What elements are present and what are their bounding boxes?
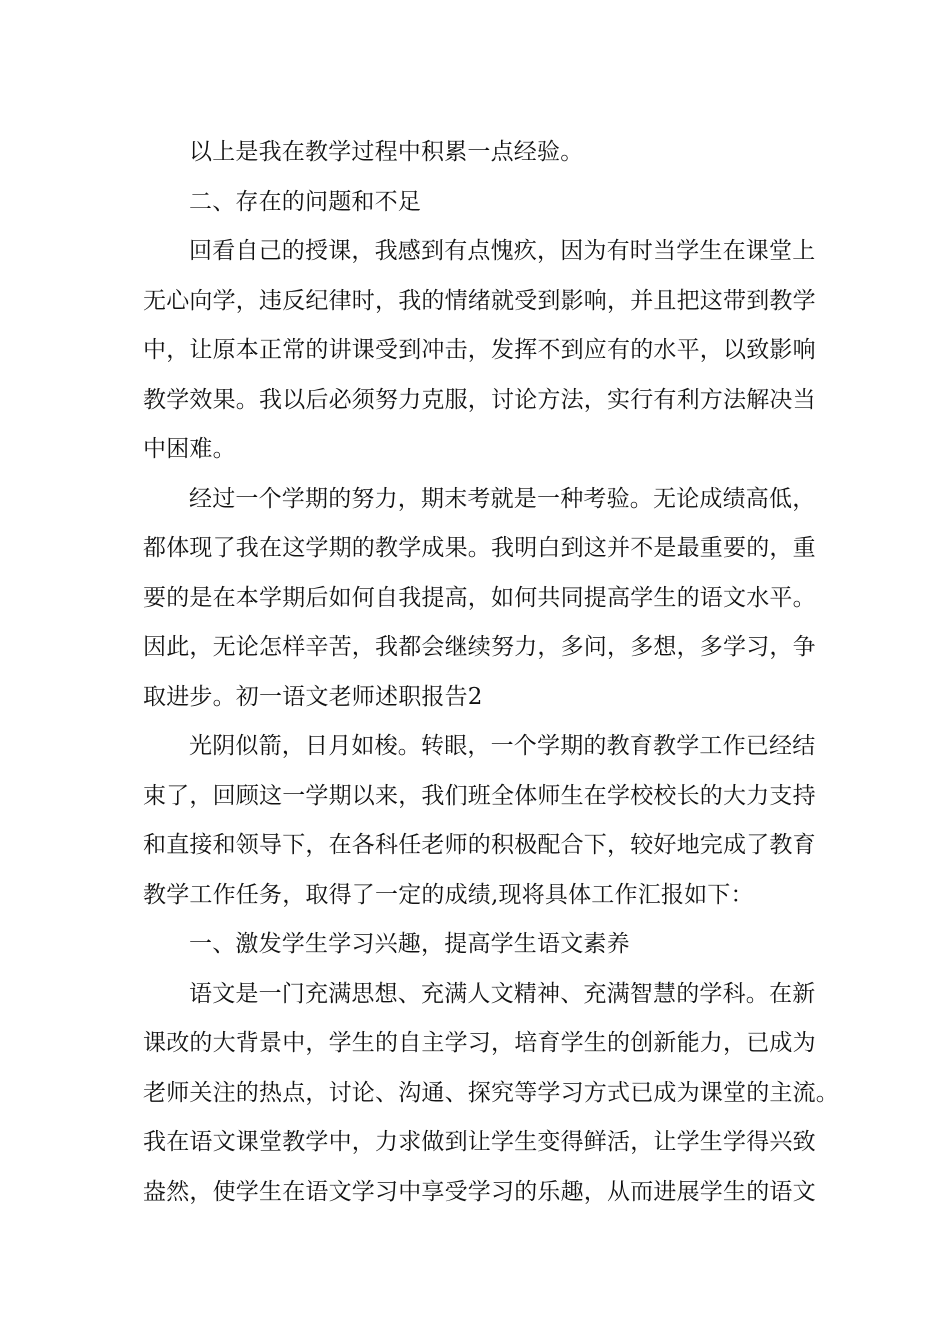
paragraph-line: 中，让原本正常的讲课受到冲击，发挥不到应有的水平，以致影响: [143, 337, 816, 363]
paragraph-line: 都体现了我在这学期的教学成果。我明白到这并不是最重要的，重: [143, 535, 816, 561]
paragraph-line: 要的是在本学期后如何自我提高，如何共同提高学生的语文水平。: [143, 584, 816, 611]
paragraph-line: 以上是我在教学过程中积累一点经验。: [189, 139, 584, 165]
paragraph-line: 中困难。: [143, 436, 236, 462]
paragraph-line: 束了，回顾这一学期以来，我们班全体师生在学校校长的大力支持: [143, 782, 816, 809]
paragraph-line: 无心向学，违反纪律时，我的情绪就受到影响，并且把这带到教学: [143, 287, 816, 314]
paragraph-line: 因此，无论怎样辛苦，我都会继续努力，多问，多想，多学习，争: [143, 634, 816, 660]
document-body: [143, 128, 839, 1217]
paragraph-line: 和直接和领导下，在各科任老师的积极配合下，较好地完成了教育: [143, 832, 816, 858]
section-heading: 二、存在的问题和不足: [189, 188, 421, 215]
paragraph-line: 经过一个学期的努力，期末考就是一种考验。无论成绩高低，: [189, 485, 816, 512]
paragraph-line: 课改的大背景中，学生的自主学习，培育学生的创新能力，已成为: [143, 1030, 816, 1056]
paragraph-line: 老师关注的热点，讨论、沟通、探究等学习方式已成为课堂的主流。: [143, 1079, 839, 1106]
paragraph-line: 教学效果。我以后必须努力克服，讨论方法，实行有利方法解决当: [143, 386, 816, 413]
paragraph-line: 教学工作任务，取得了一定的成绩,现将具体工作汇报如下：: [143, 881, 754, 908]
paragraph-line: 回看自己的授课，我感到有点愧疚，因为有时当学生在课堂上: [189, 238, 816, 264]
paragraph-line: 语文是一门充满思想、充满人文精神、充满智慧的学科。在新: [189, 980, 816, 1007]
paragraph-line: 取进步。初一语文老师述职报告2: [143, 683, 483, 710]
section-heading: 一、激发学生学习兴趣，提高学生语文素养: [189, 931, 630, 957]
paragraph-line: 光阴似箭，日月如梭。转眼，一个学期的教育教学工作已经结: [189, 733, 816, 759]
paragraph-line: 盎然，使学生在语文学习中享受学习的乐趣，从而进展学生的语文: [143, 1178, 816, 1205]
paragraph-line: 我在语文课堂教学中，力求做到让学生变得鲜活，让学生学得兴致: [143, 1129, 816, 1155]
